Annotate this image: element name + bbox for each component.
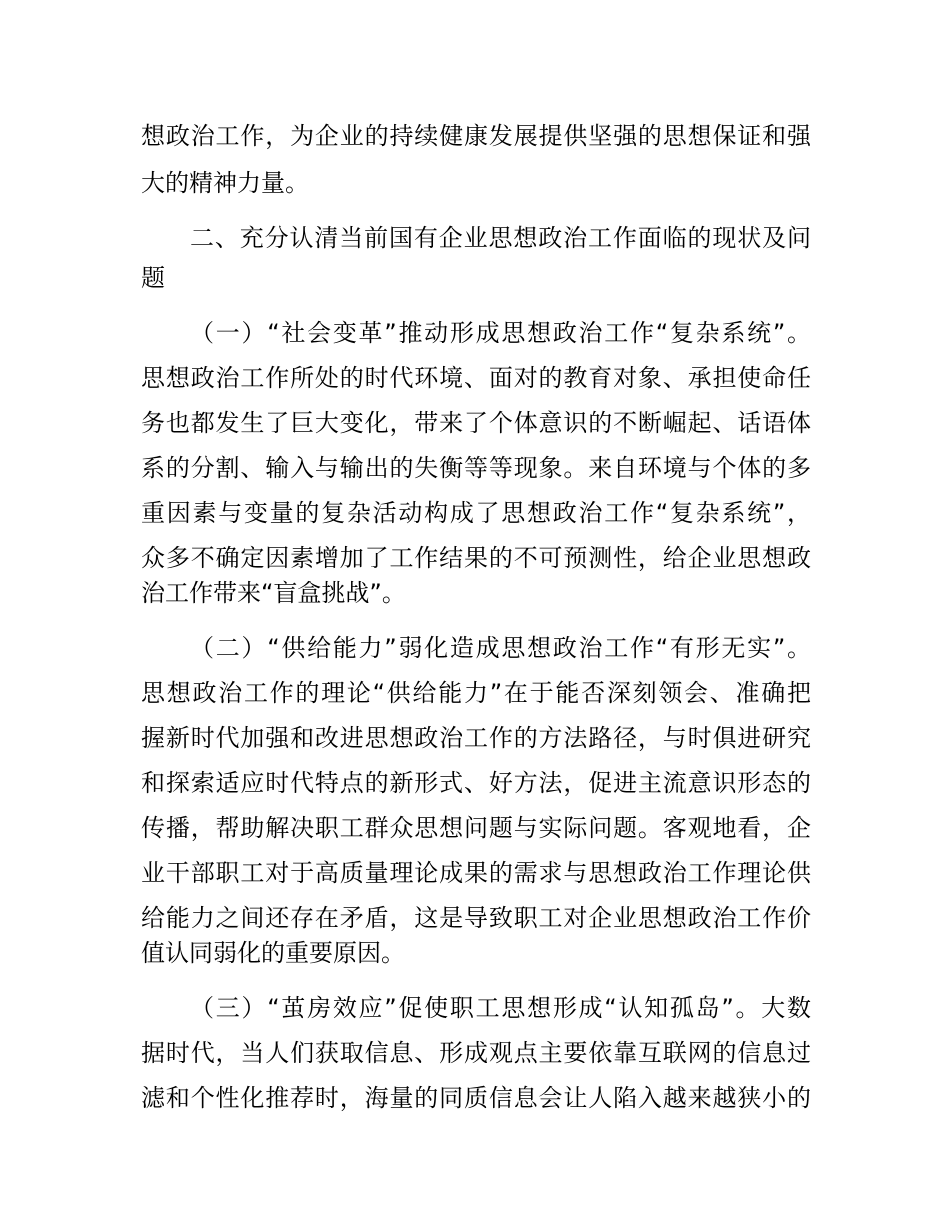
text-line: 众多不确定因素增加了工作结果的不可预测性，给企业思想政 (141, 544, 811, 572)
text-line: 务也都发生了巨大变化，带来了个体意识的不断崛起、话语体 (141, 409, 811, 437)
text-line: 思想政治工作所处的时代环境、面对的教育对象、承担使命任 (141, 364, 811, 392)
subsection-heading: （三）“茧房效应”促使职工思想形成“认知孤岛”。大数 (190, 994, 811, 1022)
text-line: 和探索适应时代特点的新形式、好方法，促进主流意识形态的 (141, 769, 811, 797)
text-line: 重因素与变量的复杂活动构成了思想政治工作“复杂系统”， (141, 499, 811, 527)
text-line: 大的精神力量。 (141, 169, 309, 197)
text-line: 传播，帮助解决职工群众思想问题与实际问题。客观地看，企 (141, 814, 811, 842)
section-heading-continuation: 题 (141, 264, 165, 292)
text-line: 系的分割、输入与输出的失衡等等现象。来自环境与个体的多 (141, 454, 811, 482)
subsection-heading: （一）“社会变革”推动形成思想政治工作“复杂系统”。 (190, 319, 811, 347)
section-heading: 二、充分认清当前国有企业思想政治工作面临的现状及问 (190, 224, 811, 252)
text-line: 思想政治工作的理论“供给能力”在于能否深刻领会、准确把 (141, 679, 811, 707)
text-line: 想政治工作，为企业的持续健康发展提供坚强的思想保证和强 (141, 122, 811, 150)
text-line: 业干部职工对于高质量理论成果的需求与思想政治工作理论供 (141, 859, 811, 887)
text-line: 给能力之间还存在矛盾，这是导致职工对企业思想政治工作价 (141, 904, 811, 932)
text-line: 值认同弱化的重要原因。 (141, 939, 405, 967)
text-line: 握新时代加强和改进思想政治工作的方法路径，与时俱进研究 (141, 724, 811, 752)
text-line: 滤和个性化推荐时，海量的同质信息会让人陷入越来越狭小的 (141, 1084, 811, 1112)
subsection-heading: （二）“供给能力”弱化造成思想政治工作“有形无实”。 (190, 634, 811, 662)
text-line: 据时代，当人们获取信息、形成观点主要依靠互联网的信息过 (141, 1039, 811, 1067)
text-line: 治工作带来“盲盒挑战”。 (141, 579, 406, 607)
